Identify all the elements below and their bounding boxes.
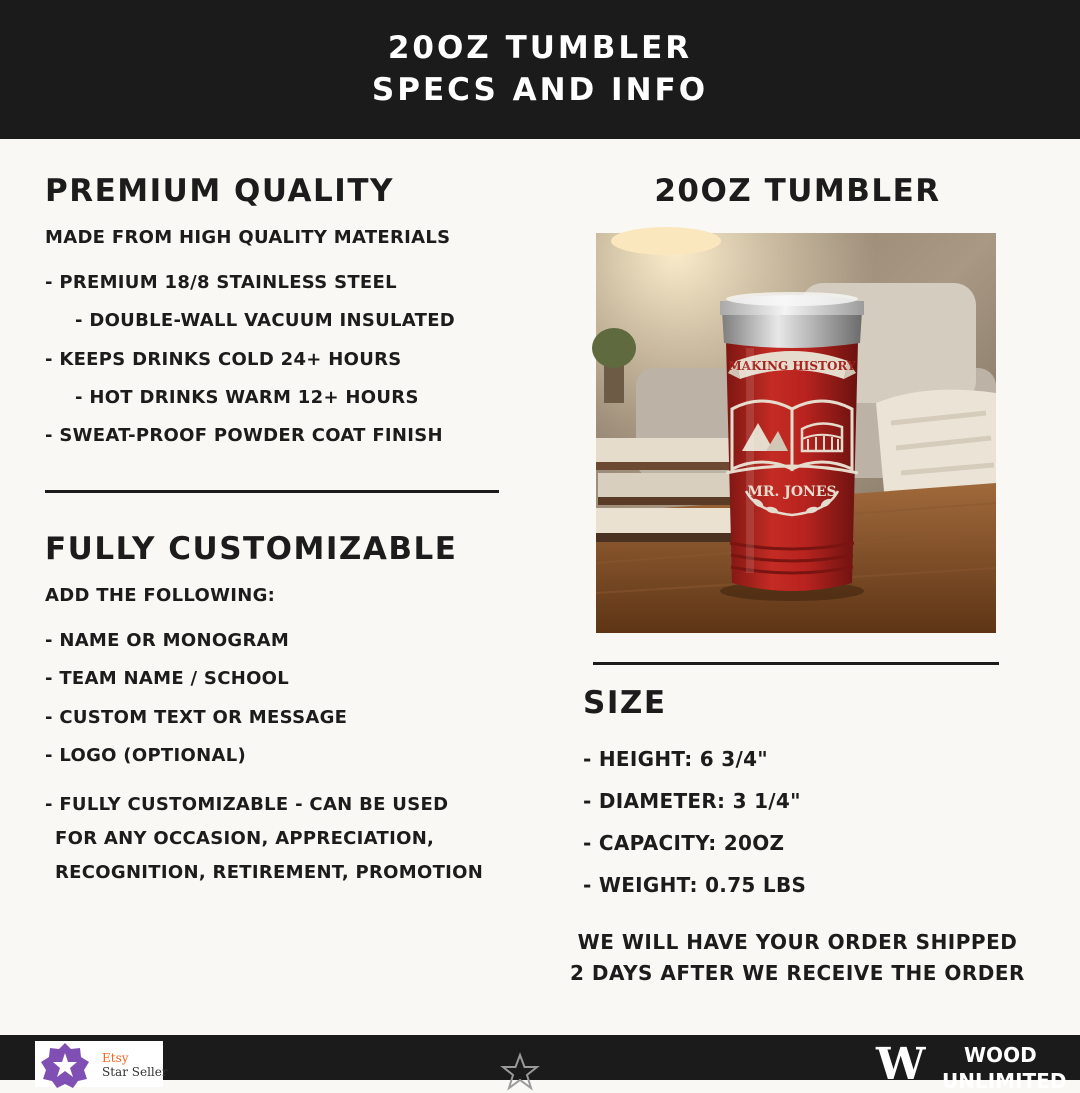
size-item-weight: - WEIGHT: 0.75 LBS <box>583 873 807 897</box>
custom-item: - LOGO (OPTIONAL) <box>45 745 246 766</box>
section-divider <box>45 490 499 493</box>
badge-line2: Star Seller <box>102 1065 168 1079</box>
engraving-banner-text: MAKING HISTORY <box>728 359 856 373</box>
custom-intro: ADD THE FOLLOWING: <box>45 585 276 606</box>
badge-line1: Etsy <box>102 1051 129 1065</box>
brand-logo-mark: W <box>876 1039 926 1090</box>
custom-note-line: RECOGNITION, RETIREMENT, PROMOTION <box>55 862 484 883</box>
size-heading: SIZE <box>583 685 667 721</box>
header-title-line1: 20OZ TUMBLER <box>387 30 693 66</box>
fully-customizable-heading: FULLY CUSTOMIZABLE <box>45 531 458 567</box>
product-photo <box>596 233 996 633</box>
custom-note-line: - FULLY CUSTOMIZABLE - CAN BE USED <box>45 794 449 815</box>
quality-item: - SWEAT-PROOF POWDER COAT FINISH <box>45 425 443 446</box>
header-title-line2: SPECS AND INFO <box>371 72 709 108</box>
quality-item: - PREMIUM 18/8 STAINLESS STEEL <box>45 272 397 293</box>
size-item-diameter: - DIAMETER: 3 1/4" <box>583 789 801 813</box>
footer-bar <box>0 1035 1080 1093</box>
custom-note-line: FOR ANY OCCASION, APPRECIATION, <box>55 828 435 849</box>
brand-name-line1: WOOD <box>964 1043 1037 1067</box>
custom-item: - NAME OR MONOGRAM <box>45 630 290 651</box>
etsy-star-seller-badge <box>35 1041 168 1087</box>
size-divider <box>593 662 999 665</box>
quality-item: - KEEPS DRINKS COLD 24+ HOURS <box>45 349 402 370</box>
brand-name-line2: UNLIMITED <box>942 1069 1067 1093</box>
quality-intro: MADE FROM HIGH QUALITY MATERIALS <box>45 227 451 248</box>
custom-item: - TEAM NAME / SCHOOL <box>45 668 290 689</box>
shipping-notice-line1: WE WILL HAVE YOUR ORDER SHIPPED <box>577 930 1018 954</box>
star-seller-icon <box>35 1041 95 1087</box>
star-icon <box>500 1053 540 1093</box>
quality-item: - DOUBLE-WALL VACUUM INSULATED <box>75 310 456 331</box>
size-item-height: - HEIGHT: 6 3/4" <box>583 747 769 771</box>
header-banner <box>0 0 1080 139</box>
premium-quality-heading: PREMIUM QUALITY <box>45 173 394 209</box>
custom-item: - CUSTOM TEXT OR MESSAGE <box>45 707 348 728</box>
engraving-name-text: MR. JONES <box>747 484 837 500</box>
size-item-capacity: - CAPACITY: 20OZ <box>583 831 785 855</box>
shipping-notice-line2: 2 DAYS AFTER WE RECEIVE THE ORDER <box>570 961 1025 985</box>
product-title: 20OZ TUMBLER <box>654 173 941 209</box>
quality-item: - HOT DRINKS WARM 12+ HOURS <box>75 387 419 408</box>
